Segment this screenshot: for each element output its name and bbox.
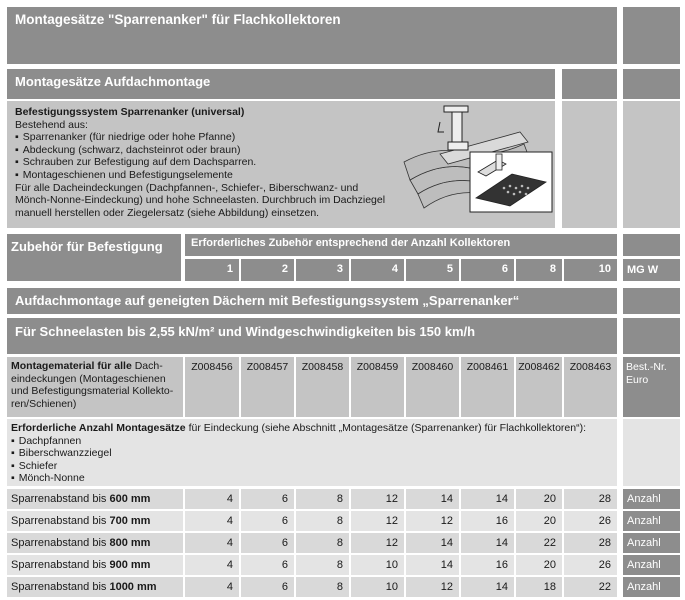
sparrenanker-illustration (400, 102, 555, 226)
order-code: Z008456 (185, 357, 239, 417)
table-cell: 10 (351, 555, 404, 575)
montagematerial-text: und Befestigungsmaterial Kollekto- (11, 385, 174, 398)
section-geneigt-side (623, 288, 680, 314)
table-cell: 8 (296, 489, 349, 509)
befestigung-text-line: Mönch-Nonne-Eindeckung) und hohe Schneelasten. Durchbruch im Dachziegel (15, 194, 386, 207)
montagematerial-text: ren/Schienen) (11, 397, 77, 410)
unit-cell: Anzahl (623, 577, 680, 597)
order-code: Z008463 (564, 357, 617, 417)
order-code: Z008460 (406, 357, 459, 417)
zubehoer-subheading: Erforderliches Zubehör entsprechend der Anzahl Kollektoren (191, 237, 511, 249)
list-item: ▪ Schiefer (11, 460, 613, 473)
title-side-cell (623, 7, 680, 64)
unit-header: MG W (623, 259, 680, 281)
zubehoer-side-cell (623, 234, 680, 256)
befestigung-text-line: Für alle Dacheindeckungen (Dachpfannen-, Schiefer-, Biberschwanz- und (15, 181, 359, 194)
table-cell: 4 (185, 489, 239, 509)
table-cell: 28 (564, 489, 617, 509)
section-geneigt-header (7, 288, 617, 314)
table-cell: 14 (406, 533, 459, 553)
list-item: ▪ Abdeckung (schwarz, dachsteinrot oder braun) (15, 144, 547, 157)
table-cell: 6 (241, 555, 294, 575)
order-code: Z008459 (351, 357, 404, 417)
list-item: ▪ Dachpfannen (11, 435, 613, 448)
list-item: ▪ Montageschienen und Befestigungselemente (15, 169, 547, 182)
table-cell: 4 (185, 555, 239, 575)
count-header: 8 (516, 259, 562, 281)
count-header: 3 (296, 259, 349, 281)
table-row-label (7, 533, 183, 553)
unit-cell: Anzahl (623, 489, 680, 509)
table-cell: 8 (296, 577, 349, 597)
table-cell: 26 (564, 555, 617, 575)
section-schnee-header (7, 318, 617, 354)
table-cell: 16 (461, 555, 514, 575)
table-cell: 8 (296, 555, 349, 575)
montagematerial-bold: Montagematerial (11, 360, 95, 372)
table-cell: 6 (241, 577, 294, 597)
count-header: 5 (406, 259, 459, 281)
table-cell: 22 (516, 533, 562, 553)
erforderlich-description (7, 419, 617, 486)
table-cell: 20 (516, 489, 562, 509)
list-item: ▪ Sparrenanker (für niedrige oder hohe Pfanne) (15, 131, 547, 144)
table-row-label (7, 511, 183, 531)
zubehoer-label-cell (7, 234, 181, 281)
table-cell: 4 (185, 533, 239, 553)
order-code: Z008461 (461, 357, 514, 417)
befestigung-intro: Bestehend aus: (15, 118, 88, 131)
count-header: 4 (351, 259, 404, 281)
section-schnee-title: Für Schneelasten bis 2,55 kN/m² und Windgeschwindigkeiten bis 150 km/h (15, 324, 476, 339)
table-cell: 8 (296, 533, 349, 553)
table-cell: 6 (241, 533, 294, 553)
table-row-label (7, 489, 183, 509)
montagematerial-bold2: für alle (97, 360, 132, 372)
eindeckung-list (11, 435, 613, 485)
montagematerial-text: Dach- (134, 360, 163, 372)
section-schnee-side (623, 318, 680, 354)
row-label-prefix: Sparrenabstand bis (11, 515, 110, 527)
list-item: ▪ Mönch-Nonne (11, 472, 613, 485)
unit-cell: Anzahl (623, 555, 680, 575)
table-row-label (7, 577, 183, 597)
order-code: Z008462 (516, 357, 562, 417)
list-item: ▪ Schrauben zur Befestigung auf dem Dachsparren. (15, 156, 547, 169)
zubehoer-label: Zubehör für Befestigung (11, 239, 163, 254)
row-label-value: 900 mm (109, 559, 151, 571)
section-aufdach-col2 (562, 69, 617, 99)
row-label-value: 600 mm (109, 493, 151, 505)
table-cell: 14 (406, 555, 459, 575)
table-cell: 14 (461, 533, 514, 553)
section-geneigt-title: Aufdachmontage auf geneigten Dächern mit Befestigungssystem „Sparrenanker“ (15, 293, 520, 308)
row-label-value: 800 mm (109, 537, 151, 549)
table-cell: 4 (185, 577, 239, 597)
table-cell: 14 (406, 489, 459, 509)
table-cell: 28 (564, 533, 617, 553)
table-cell: 10 (351, 577, 404, 597)
row-label-value: 700 mm (109, 515, 151, 527)
page-title: Montagesätze "Sparrenanker" für Flachkollektoren (15, 12, 341, 27)
section-aufdach-title: Montagesätze Aufdachmontage (15, 74, 211, 89)
table-cell: 12 (351, 489, 404, 509)
table-cell: 12 (351, 533, 404, 553)
count-header: 10 (564, 259, 617, 281)
page-title-cell (7, 7, 617, 64)
row-label-prefix: Sparrenabstand bis (11, 493, 110, 505)
unit-cell: Anzahl (623, 511, 680, 531)
best-nr-cell (623, 357, 680, 417)
table-cell: 16 (461, 511, 514, 531)
order-code: Z008457 (241, 357, 294, 417)
table-cell: 12 (406, 511, 459, 531)
table-cell: 22 (564, 577, 617, 597)
section-aufdach-header (7, 69, 555, 99)
list-item: ▪ Biberschwanzziegel (11, 447, 613, 460)
section-aufdach-col3 (623, 69, 680, 99)
table-cell: 14 (461, 577, 514, 597)
befestigung-heading: Befestigungssystem Sparrenanker (universal) (15, 106, 245, 118)
table-cell: 20 (516, 511, 562, 531)
befestigung-col2 (562, 101, 617, 228)
table-cell: 6 (241, 489, 294, 509)
table-cell: 14 (461, 489, 514, 509)
zubehoer-subheading-cell (185, 234, 617, 256)
table-cell: 12 (351, 511, 404, 531)
currency-label: Euro (626, 374, 649, 386)
best-nr-label: Best.-Nr. (626, 361, 667, 373)
row-label-prefix: Sparrenabstand bis (11, 559, 110, 571)
table-cell: 12 (406, 577, 459, 597)
table-cell: 6 (241, 511, 294, 531)
montagematerial-description (7, 357, 183, 417)
count-header: 1 (185, 259, 239, 281)
table-cell: 8 (296, 511, 349, 531)
table-cell: 20 (516, 555, 562, 575)
erforderlich-bold: Erforderliche Anzahl Montagesätze (11, 422, 186, 434)
table-cell: 18 (516, 577, 562, 597)
unit-cell: Anzahl (623, 533, 680, 553)
count-header: 2 (241, 259, 294, 281)
order-code: Z008458 (296, 357, 349, 417)
befestigung-col3 (623, 101, 680, 228)
row-label-value: 1000 mm (109, 581, 157, 593)
montagematerial-text: eindeckungen (Montageschienen (11, 372, 166, 385)
row-label-prefix: Sparrenabstand bis (11, 537, 110, 549)
table-cell: 26 (564, 511, 617, 531)
befestigung-text-line: manuell herstellen oder Ziegelersatz (siehe Abbildung) einsetzen. (15, 206, 320, 219)
erforderlich-side (623, 419, 680, 486)
table-row-label (7, 555, 183, 575)
row-label-prefix: Sparrenabstand bis (11, 581, 110, 593)
erforderlich-text: für Eindeckung (siehe Abschnitt „Montagesätze (Sparrenanker) für Flachkollektoren“): (185, 422, 587, 434)
table-cell: 4 (185, 511, 239, 531)
count-header: 6 (461, 259, 514, 281)
